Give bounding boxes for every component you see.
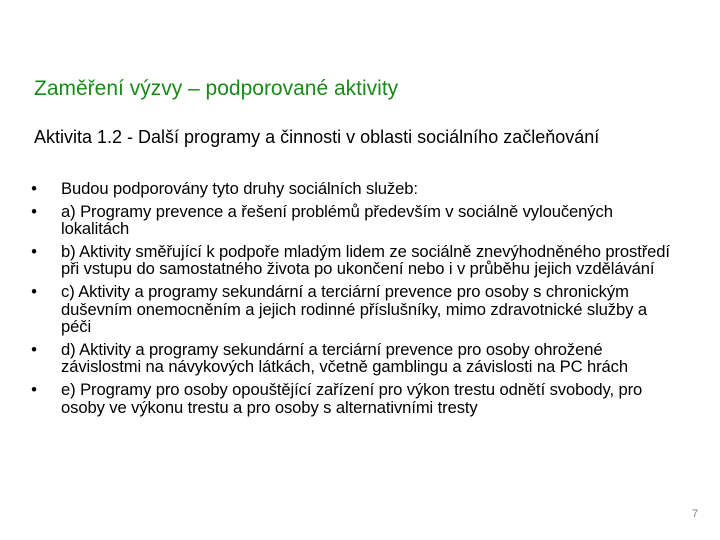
list-item	[28, 243, 678, 278]
list-item-text: e) Programy pro osoby opouštějící zařízení pro výkon trestu odnětí svobody, pro osoby ve výkonu trestu a pro osoby s alternativními tresty	[61, 379, 643, 417]
bullet-icon: •	[31, 379, 37, 399]
list-item	[28, 203, 678, 238]
slide-title: Zaměření výzvy – podporované aktivity	[34, 77, 399, 100]
list-item-text: c) Aktivity a programy sekundární a terciární prevence pro osoby s chronickým duševním onemocněním a jejich rodinné příslušníky, mimo zdravotnické služby a péči	[61, 281, 647, 337]
list-item-text: Budou podporovány tyto druhy sociálních služeb:	[61, 179, 418, 198]
list-item-text: d) Aktivity a programy sekundární a terciární prevence pro osoby ohrožené závislostmi na návykových látkách, včetně gamblingu a závislosti na PC hrách	[61, 339, 628, 377]
bullet-icon: •	[31, 339, 37, 359]
list-item-text: a) Programy prevence a řešení problémů především v sociálně vyloučených lokalitách	[61, 201, 613, 239]
list-item	[28, 180, 678, 198]
activity-subtitle: Aktivita 1.2 - Další programy a činnosti v oblasti sociálního začleňování	[34, 127, 600, 147]
list-item-text: b) Aktivity směřující k podpoře mladým lidem ze sociálně znevýhodněného prostředí při vstupu do samostatného života po ukončení nebo i v průběhu jejich vzdělávání	[61, 241, 670, 279]
bullet-icon: •	[31, 281, 37, 301]
bullet-list	[28, 180, 678, 421]
list-item	[28, 283, 678, 336]
bullet-icon: •	[31, 241, 37, 261]
bullet-icon: •	[31, 201, 37, 221]
page-number: 7	[692, 508, 699, 520]
bullet-icon: •	[31, 179, 37, 198]
list-item	[28, 341, 678, 376]
list-item	[28, 381, 678, 416]
